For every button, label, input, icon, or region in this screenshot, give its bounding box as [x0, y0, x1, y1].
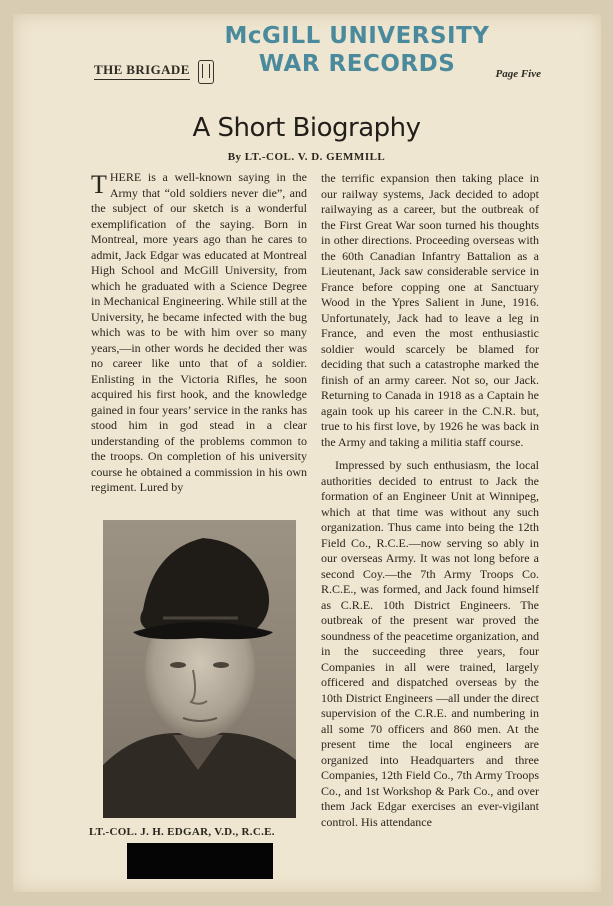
portrait-photo — [103, 520, 296, 818]
redaction-block — [127, 843, 273, 879]
left-column-text: HERE is a well-known saying in the Army that “old soldiers never die”, and the subject of our sketch is a wonderful exemplification of the saying. Born in Montreal, more years ago than he cares to admit, Jack Edgar was educated at Montreal High School and McGill University, from which he graduated with a Science Degree in Mechanical Engineering. While still at the University, he became infected with the bug which was to be with him over so many years,—in other words he decided ther was no career like unto that of a soldier. Enlisting in the Victoria Rifles, he soon acquired his first hook, and the knowledge gained in four years’ service in the ranks has stood him in god stead in a clear understanding of the problems common to the troops. On completion of his university course he obtained a commission in his own regiment. Lured by — [91, 170, 307, 494]
right-column-paragraph-1: the terrific expansion then taking place in our railway systems, Jack decided to adopt railwaying as a career, but the outbreak of the First Great War soon turned his thoughts in other directions. Proceeding overseas with the 60th Canadian Infantry Battalion as a Lieutenant, Jack saw considerable service in France before copping one at Sanctuary Wood in the Ypres Salient in June, 1916. Unfortunately, Jack had to leave a leg in France, and even the most enthusiastic soldier would scarcely be blamed for deciding that such a catastrophe marked the finish of an army career. Not so, our Jack. Returning to Canada in 1918 as a Captain he again took up his career in the C.N.R. but, true to his first love, by 1926 he was back in the Army and taking a militia staff course. — [321, 171, 539, 449]
article-title: A Short Biography — [192, 113, 421, 143]
right-column-paragraph-2: Impressed by such enthusiasm, the local authorities decided to entrust to Jack the formation of an Engineer Unit at Winnipeg, which at that time was without any such organization. Thus came into being the 12th Field Co., R.C.E.—now serving so ably in our overseas Army. It was not long before a second Coy.—the 7th Army Troops Co. R.C.E., was formed, and Jack found himself as C.R.E. 10th District Engineers. The outbreak of the present war proved the soundness of the peacetime organization, and in the succeeding three years, four Companies in all were trained, largely officered and dispatched overseas by the 10th District Engineers —all under the direct supervision of the C.R.E. and numbering in all some 70 officers and 860 men. At the present time the local engineers are organized into Headquarters and three Companies, 12th Field Co., 7th Army Troops Co., and 1st Workshop & Park Co., and over them Jack Edgar exercises an ever-vigilant control. His attendance — [321, 458, 539, 829]
publication-masthead: THE BRIGADE — [94, 62, 190, 80]
stamp-line-2: WAR RECORDS — [258, 51, 456, 77]
ornament-icon — [198, 60, 214, 84]
right-column — [321, 171, 539, 830]
left-column — [91, 170, 307, 496]
war-records-stamp — [222, 22, 492, 78]
stamp-line-1: McGILL UNIVERSITY — [224, 23, 490, 49]
drop-cap: T — [91, 170, 107, 199]
left-column-paragraph — [91, 170, 307, 496]
article-byline: By LT.-COL. V. D. GEMMILL — [227, 151, 386, 163]
page-number: Page Five — [495, 68, 541, 80]
portrait-image — [103, 520, 296, 818]
photo-caption: LT.-COL. J. H. EDGAR, V.D., R.C.E. — [89, 826, 275, 838]
